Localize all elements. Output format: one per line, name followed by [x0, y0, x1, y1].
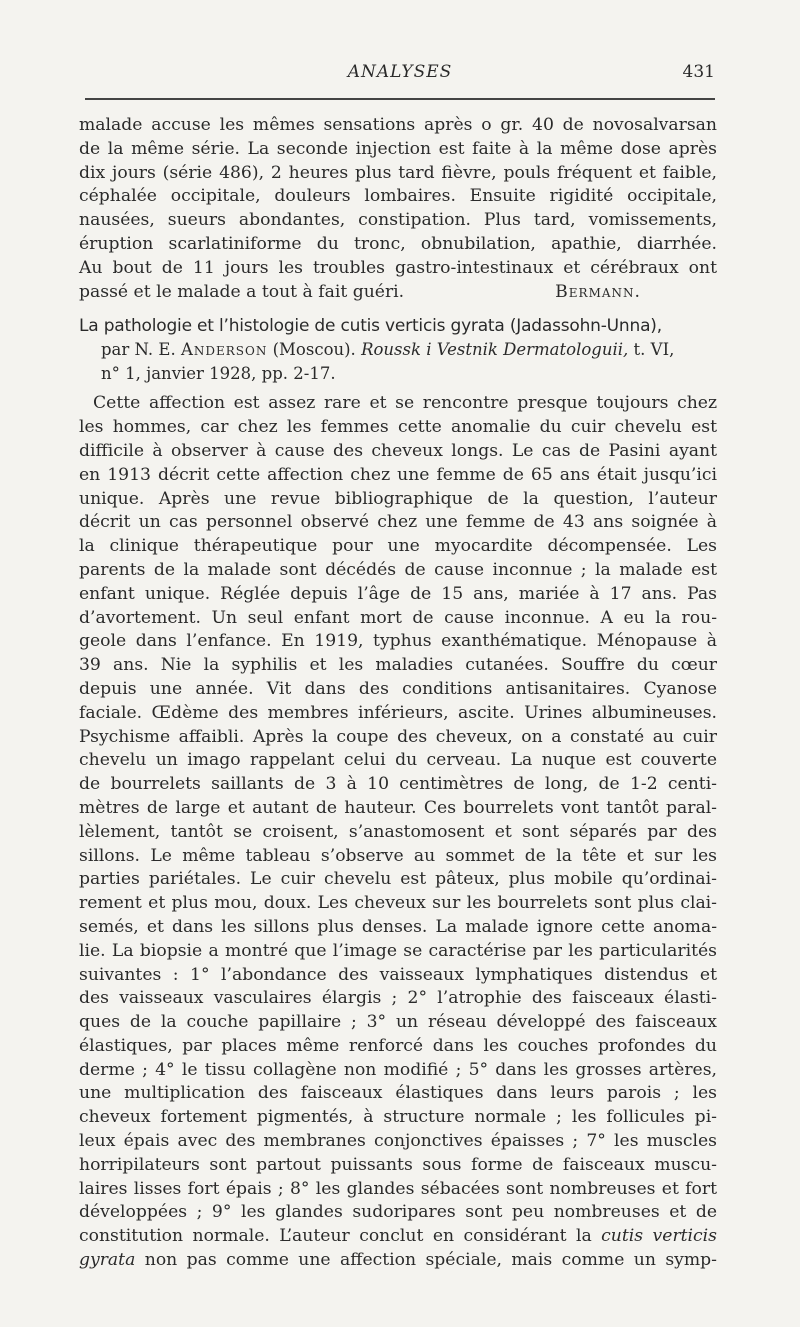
text-line: horripilateurs sont partout puissants sous forme de faisceaux muscu- — [79, 1154, 717, 1175]
author-name: Anderson — [180, 340, 268, 360]
text-line: semés, et dans les sillons plus denses. La malade ignore cette anoma- — [79, 916, 717, 937]
reviewer-signature: Bermann. — [555, 281, 641, 302]
header-rule — [85, 98, 715, 100]
text-line: élastiques, par places même renforcé dans les couches profondes du — [79, 1035, 717, 1056]
text-line: depuis une année. Vit dans des conditions antisanitaires. Cyanose — [79, 678, 717, 699]
text-fragment: non pas comme une affection spéciale, mais comme un symp- — [135, 1250, 717, 1271]
text-line: difficile à observer à cause des cheveux longs. Le cas de Pasini ayant — [79, 440, 717, 461]
text-line: céphalée occipitale, douleurs lombaires. Ensuite rigidité occipitale, — [79, 186, 717, 207]
text-line: en 1913 décrit cette affection chez une femme de 65 ans était jusqu’ici — [79, 464, 717, 485]
text-line: malade accuse les mêmes sensations après o gr. 40 de novosalvarsan — [79, 115, 717, 135]
text-line: la clinique thérapeutique pour une myocardite décompensée. Les — [79, 536, 717, 557]
text-line: de la même série. La seconde injection est faite à la même dose après — [79, 138, 717, 159]
text-line: Psychisme affaibli. Après la coupe des cheveux, on a constaté au cuir — [79, 726, 717, 747]
body-text — [79, 114, 717, 1273]
text-line: unique. Après une revue bibliographique de la question, l’auteur — [79, 488, 717, 509]
page-number: 431 — [682, 62, 715, 82]
article-issue: n° 1, janvier 1928, pp. 2-17. — [101, 364, 336, 384]
text-line: lèlement, tantôt se croisent, s’anastomosent et sont séparés par des — [79, 821, 717, 842]
text-line-with-italic — [79, 1249, 717, 1273]
text-line-with-signature — [79, 281, 717, 305]
text-line: rement et plus mou, doux. Les cheveux sur les bourrelets sont plus clai- — [79, 893, 717, 914]
article-byline — [79, 338, 717, 362]
text-line: passé et le malade a tout à fait guéri. — [79, 281, 405, 302]
text-line: parents de la malade sont décédés de cause inconnue ; la malade est — [79, 559, 717, 580]
byline-city: (Moscou). — [267, 340, 362, 360]
text-line: cheveux fortement pigmentés, à structure normale ; les follicules pi- — [79, 1107, 717, 1128]
page-header — [85, 62, 715, 86]
text-line: enfant unique. Réglée depuis l’âge de 15 ans, mariée à 17 ans. Pas — [79, 583, 717, 604]
text-line: lie. La biopsie a montré que l’image se caractérise par les particularités — [79, 940, 717, 961]
text-line: parties pariétales. Le cuir chevelu est pâteux, plus mobile qu’ordinai- — [79, 869, 717, 890]
text-line-with-italic — [79, 1225, 717, 1249]
text-line: éruption scarlatiniforme du tronc, obnubilation, apathie, diarrhée. — [79, 233, 717, 254]
text-line: geole dans l’enfance. En 1919, typhus exanthématique. Ménopause à — [79, 631, 717, 652]
text-line: d’avortement. Un seul enfant mort de cause inconnue. A eu la rou- — [79, 607, 717, 628]
text-line: 39 ans. Nie la syphilis et les maladies cutanées. Souffre du cœur — [79, 655, 717, 676]
text-line: derme ; 4° le tissu collagène non modifié ; 5° dans les grosses artères, — [79, 1059, 717, 1080]
text-line: ques de la couche papillaire ; 3° un réseau développé des faisceaux — [79, 1012, 717, 1033]
text-line: des vaisseaux vasculaires élargis ; 2° l’atrophie des faisceaux élasti- — [79, 988, 717, 1009]
text-line: faciale. Œdème des membres inférieurs, ascite. Urines albumineuses. — [79, 702, 717, 723]
text-fragment: constitution normale. L’auteur conclut en considérant la — [79, 1226, 602, 1247]
journal-volume: t. VI, — [628, 340, 675, 360]
running-title: ANALYSES — [347, 62, 453, 82]
text-line: sillons. Le même tableau s’observe au sommet de la tête et sur les — [79, 845, 717, 866]
article-title: La pathologie et l’histologie de cutis verticis gyrata (Jadassohn-Unna), — [79, 316, 662, 337]
text-line: de bourrelets saillants de 3 à 10 centimètres de long, de 1-2 centi- — [79, 774, 717, 795]
text-line: Cette affection est assez rare et se rencontre presque toujours chez — [93, 393, 717, 414]
text-line: leux épais avec des membranes conjonctives épaisses ; 7° les muscles — [79, 1131, 717, 1152]
journal-name: Roussk i Vestnik Dermatologuii, — [361, 340, 629, 360]
text-line: laires lisses fort épais ; 8° les glandes sébacées sont nombreuses et fort — [79, 1178, 717, 1199]
text-line: décrit un cas personnel observé chez une femme de 43 ans soignée à — [79, 512, 717, 533]
text-line: les hommes, car chez les femmes cette anomalie du cuir chevelu est — [79, 417, 717, 438]
text-line: une multiplication des faisceaux élastiques dans leurs parois ; les — [79, 1083, 717, 1104]
text-line: développées ; 9° les glandes sudoripares sont peu nombreuses et de — [79, 1202, 717, 1223]
italic-term: cutis verticis — [601, 1226, 718, 1247]
paragraph-anderson-review — [79, 392, 717, 1272]
text-line: mètres de large et autant de hauteur. Ces bourrelets vont tantôt paral- — [79, 797, 717, 818]
text-line: suivantes : 1° l’abondance des vaisseaux lymphatiques distendus et — [79, 964, 717, 985]
text-line: dix jours (série 486), 2 heures plus tard fièvre, pouls fréquent et faible, — [79, 162, 717, 183]
text-line: nausées, sueurs abondantes, constipation. Plus tard, vomissements, — [79, 210, 717, 231]
text-line: Au bout de 11 jours les troubles gastro-intestinaux et cérébraux ont — [79, 257, 717, 278]
text-line: chevelu un imago rappelant celui du cerveau. La nuque est couverte — [79, 750, 717, 771]
byline-prefix: par N. E. — [101, 340, 181, 360]
italic-term: gyrata — [79, 1250, 136, 1271]
paragraph-bermann-review — [79, 114, 717, 304]
